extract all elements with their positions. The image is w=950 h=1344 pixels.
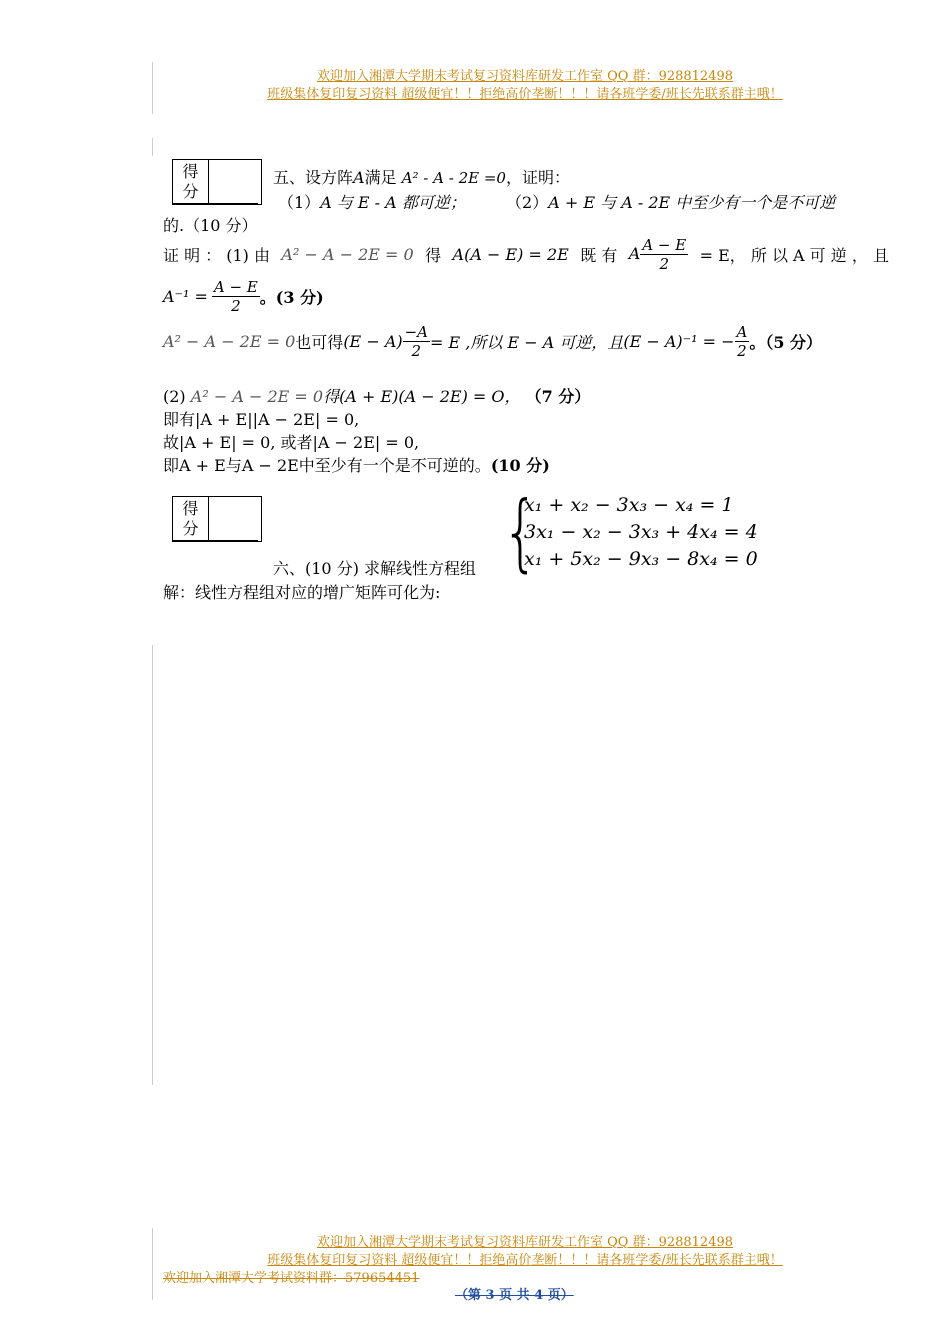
q6-title: 六、(10 分) 求解线性方程组 [273, 559, 477, 578]
margin-line-top [152, 62, 153, 114]
page-number: （第 3 页 共 4 页） [455, 1288, 574, 1303]
q5-title: 五、设方阵A满足 A² - A - 2E =0，证明： [273, 168, 570, 187]
score-blank[interactable] [209, 160, 262, 205]
footer-line-2: 班级集体复印复习资料 超级便宜！！拒绝高价垄断！！！请各班学委/班长先联系群主哦！ [267, 1253, 783, 1268]
part2-line-4: 即A + E与A − 2E中至少有一个是不可逆的。(10 分) [163, 456, 550, 475]
margin-line-upper [152, 138, 153, 156]
equation-1: x₁ + x₂ − 3x₃ − x₄ = 1 [524, 494, 734, 516]
score-box-q6 [172, 496, 262, 542]
q6-solution: 解：线性方程组对应的增广矩阵可化为: [163, 583, 441, 602]
equation-3: x₁ + 5x₂ − 9x₃ − 8x₄ = 0 [524, 548, 758, 570]
score-underline [172, 203, 258, 204]
score-box-q5 [172, 159, 262, 205]
score-label: 得 分 [173, 160, 209, 205]
proof-line-1: 证 明 ： (1) 由 A² − A − 2E = 0 得 A(A − E) = 2E 既 有 A $\frac{A - E}{2}$ = E， 所 以 A 可 逆 ， 且 [163, 235, 889, 273]
q5-cont: 的.（10 分） [163, 216, 258, 235]
equation-system [524, 492, 758, 573]
score-label: 得 分 [173, 497, 209, 542]
part2-line-3: 故|A + E| = 0, 或者|A − 2E| = 0, [163, 433, 420, 452]
q5-parts: （1）A 与 E - A 都可逆； （2）A + E 与 A - 2E 中至少有一个是不可逆 [278, 193, 836, 212]
proof-line-3: A² − A − 2E = 0 也可得 (E − A) $\frac{-A}{2}$ = E ,所以 E − A 可逆，且 (E − A)⁻¹ = − $\frac{A}{2}$ 。（5 分） [163, 322, 823, 360]
footer-line-1: 欢迎加入湘潭大学期末考试复习资料库研发工作室 QQ 群：928812498 [316, 1235, 734, 1250]
part2-line-1: (2) A² − A − 2E = 0得(A + E)(A − 2E) = O， （7 分） [163, 387, 591, 406]
margin-line-middle [152, 645, 153, 1085]
header-line-2: 班级集体复印复习资料 超级便宜！！拒绝高价垄断！！！请各班学委/班长先联系群主哦！ [267, 87, 783, 102]
system-brace: { [502, 482, 539, 582]
proof-line-2: A⁻¹ = $\frac{A - E}{2}$ 。(3 分) [163, 277, 324, 315]
score-underline [172, 540, 258, 541]
footer-line-3: 欢迎加入湘潭大学考试资料群：579654451 [163, 1271, 420, 1286]
score-blank[interactable] [209, 497, 262, 542]
part2-line-2: 即有|A + E||A − 2E| = 0, [163, 410, 360, 429]
header-line-1: 欢迎加入湘潭大学期末考试复习资料库研发工作室 QQ 群：928812498 [316, 69, 734, 84]
equation-2: 3x₁ − x₂ − 3x₃ + 4x₄ = 4 [524, 521, 758, 543]
margin-line-bottom [152, 1228, 153, 1300]
